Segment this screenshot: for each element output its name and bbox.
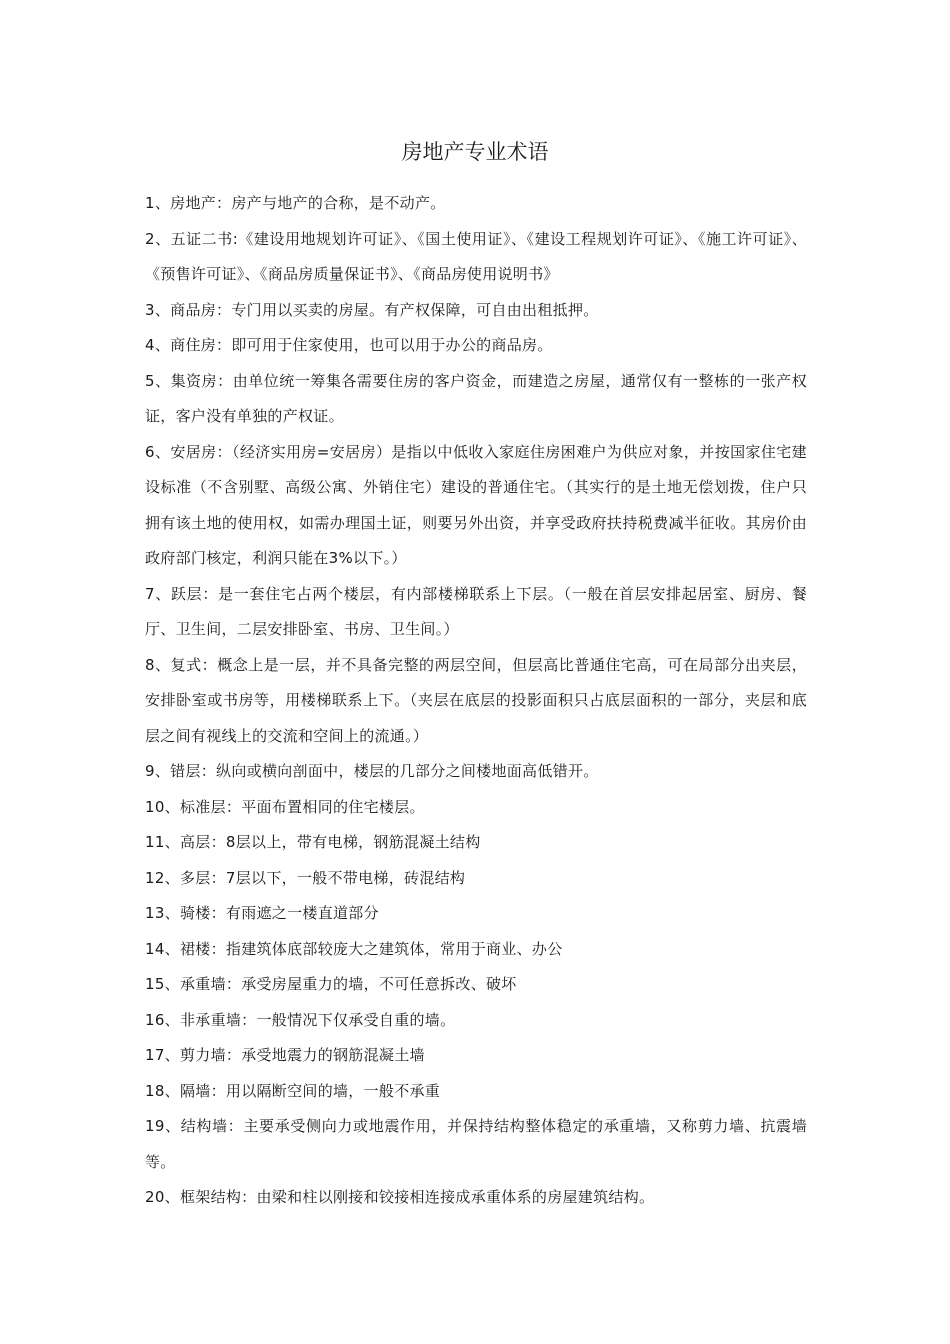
term-definition: 承受房屋重力的墙，不可任意拆改、破坏: [241, 975, 517, 993]
term-definition: 主要承受侧向力或地震作用，并保持结构整体稳定的承重墙，又称剪力墙、抗震墙等。: [145, 1117, 807, 1171]
term-item: [145, 825, 807, 861]
term-label: 10、标准层：: [145, 797, 242, 816]
term-item: [145, 861, 807, 897]
term-label: 18、隔墙：: [145, 1081, 226, 1100]
term-item: [145, 435, 807, 577]
term-definition: 有雨遮之一楼直道部分: [225, 904, 379, 922]
term-label: 14、裙楼：: [145, 939, 226, 958]
term-definition: 由梁和柱以刚接和铰接相连接成承重体系的房屋建筑结构。: [256, 1188, 655, 1206]
term-definition: 是一套住宅占两个楼层，有内部楼梯联系上下层。（一般在首层安排起居室、厨房、餐厅、卫生间，二层安排卧室、书房、卫生间。）: [145, 584, 807, 638]
document-title: 房地产专业术语: [401, 140, 549, 164]
term-label: 6、安居房：: [145, 442, 232, 461]
term-label: 17、剪力墙：: [145, 1046, 242, 1064]
term-definition: （经济实用房=安居房）是指以中低收入家庭住房困难户为供应对象，并按国家住宅建设标准（不含别墅、高级公寓、外销住宅）建设的普通住宅。（其实行的是土地无偿划拨，住户只拥有该土地的使用权，如需办理国土证，则要另外出资，并享受政府扶持税费减半征收。其房价由政府部门核定，利润只能在3%以下。）: [145, 442, 807, 567]
term-item: [145, 1180, 807, 1216]
term-label: 7、跃层：: [145, 584, 219, 603]
term-label: 4、商住房：: [145, 336, 232, 354]
term-label: 2、五证二书:: [145, 229, 239, 248]
term-item: [145, 1074, 807, 1110]
term-item: [145, 648, 807, 755]
term-definition: 由单位统一筹集各需要住房的客户资金，而建造之房屋，通常仅有一整栋的一张产权证，客户没有单独的产权证。: [145, 371, 807, 425]
term-item: [145, 364, 807, 435]
term-definition: 平面布置相同的住宅楼层。: [241, 797, 425, 816]
term-item: [145, 896, 807, 932]
term-definition: 8层以上，带有电梯，钢筋混凝土结构: [225, 833, 481, 851]
term-item: [145, 754, 807, 790]
term-definition: 概念上是一层，并不具备完整的两层空间，但层高比普通住宅高，可在局部分出夹层，安排卧室或书房等，用楼梯联系上下。（夹层在底层的投影面积只占底层面积的一部分，夹层和底层之间有视线上的交流和空间上的流通。）: [145, 655, 808, 745]
term-label: 20、框架结构：: [145, 1188, 257, 1206]
term-definition: 房产与地产的合称，是不动产。: [231, 194, 446, 212]
term-label: 5、集资房：: [145, 371, 233, 390]
term-list: [145, 186, 807, 1216]
term-label: 9、错层：: [145, 762, 217, 780]
term-item: [145, 1003, 807, 1039]
term-label: 13、骑楼：: [145, 904, 226, 922]
term-label: 19、结构墙：: [145, 1117, 244, 1135]
term-definition: 指建筑体底部较庞大之建筑体，常用于商业、办公: [225, 939, 563, 958]
term-item: [145, 967, 807, 1003]
term-item: [145, 222, 807, 293]
term-label: 11、高层：: [145, 833, 226, 851]
term-definition: 一般情况下仅承受自重的墙。: [256, 1010, 456, 1029]
term-definition: 7层以下，一般不带电梯，砖混结构: [225, 868, 466, 887]
term-label: 16、非承重墙：: [145, 1010, 257, 1029]
term-item: [145, 1038, 807, 1074]
term-item: [145, 790, 807, 826]
term-item: [145, 328, 807, 364]
term-definition: 即可用于住家使用，也可以用于办公的商品房。: [231, 336, 553, 354]
term-definition: 《建设用地规划许可证》、《国土使用证》、《建设工程规划许可证》、《施工许可证》、《预售许可证》、《商品房质量保证书》、《商品房使用说明书》: [145, 229, 807, 283]
term-label: 8、复式：: [145, 655, 218, 674]
term-label: 3、商品房：: [145, 300, 232, 319]
term-label: 1、房地产：: [145, 194, 232, 212]
term-definition: 用以隔断空间的墙，一般不承重: [225, 1081, 441, 1100]
term-item: [145, 577, 807, 648]
term-definition: 纵向或横向剖面中，楼层的几部分之间楼地面高低错开。: [216, 762, 599, 780]
term-item: [145, 293, 807, 329]
term-definition: 承受地震力的钢筋混凝土墙: [241, 1046, 425, 1064]
term-item: [145, 186, 807, 222]
term-definition: 专门用以买卖的房屋。有产权保障，可自由出租抵押。: [231, 300, 599, 319]
term-label: 15、承重墙：: [145, 975, 242, 993]
term-item: [145, 1109, 807, 1180]
term-label: 12、多层：: [145, 868, 226, 887]
term-item: [145, 932, 807, 968]
